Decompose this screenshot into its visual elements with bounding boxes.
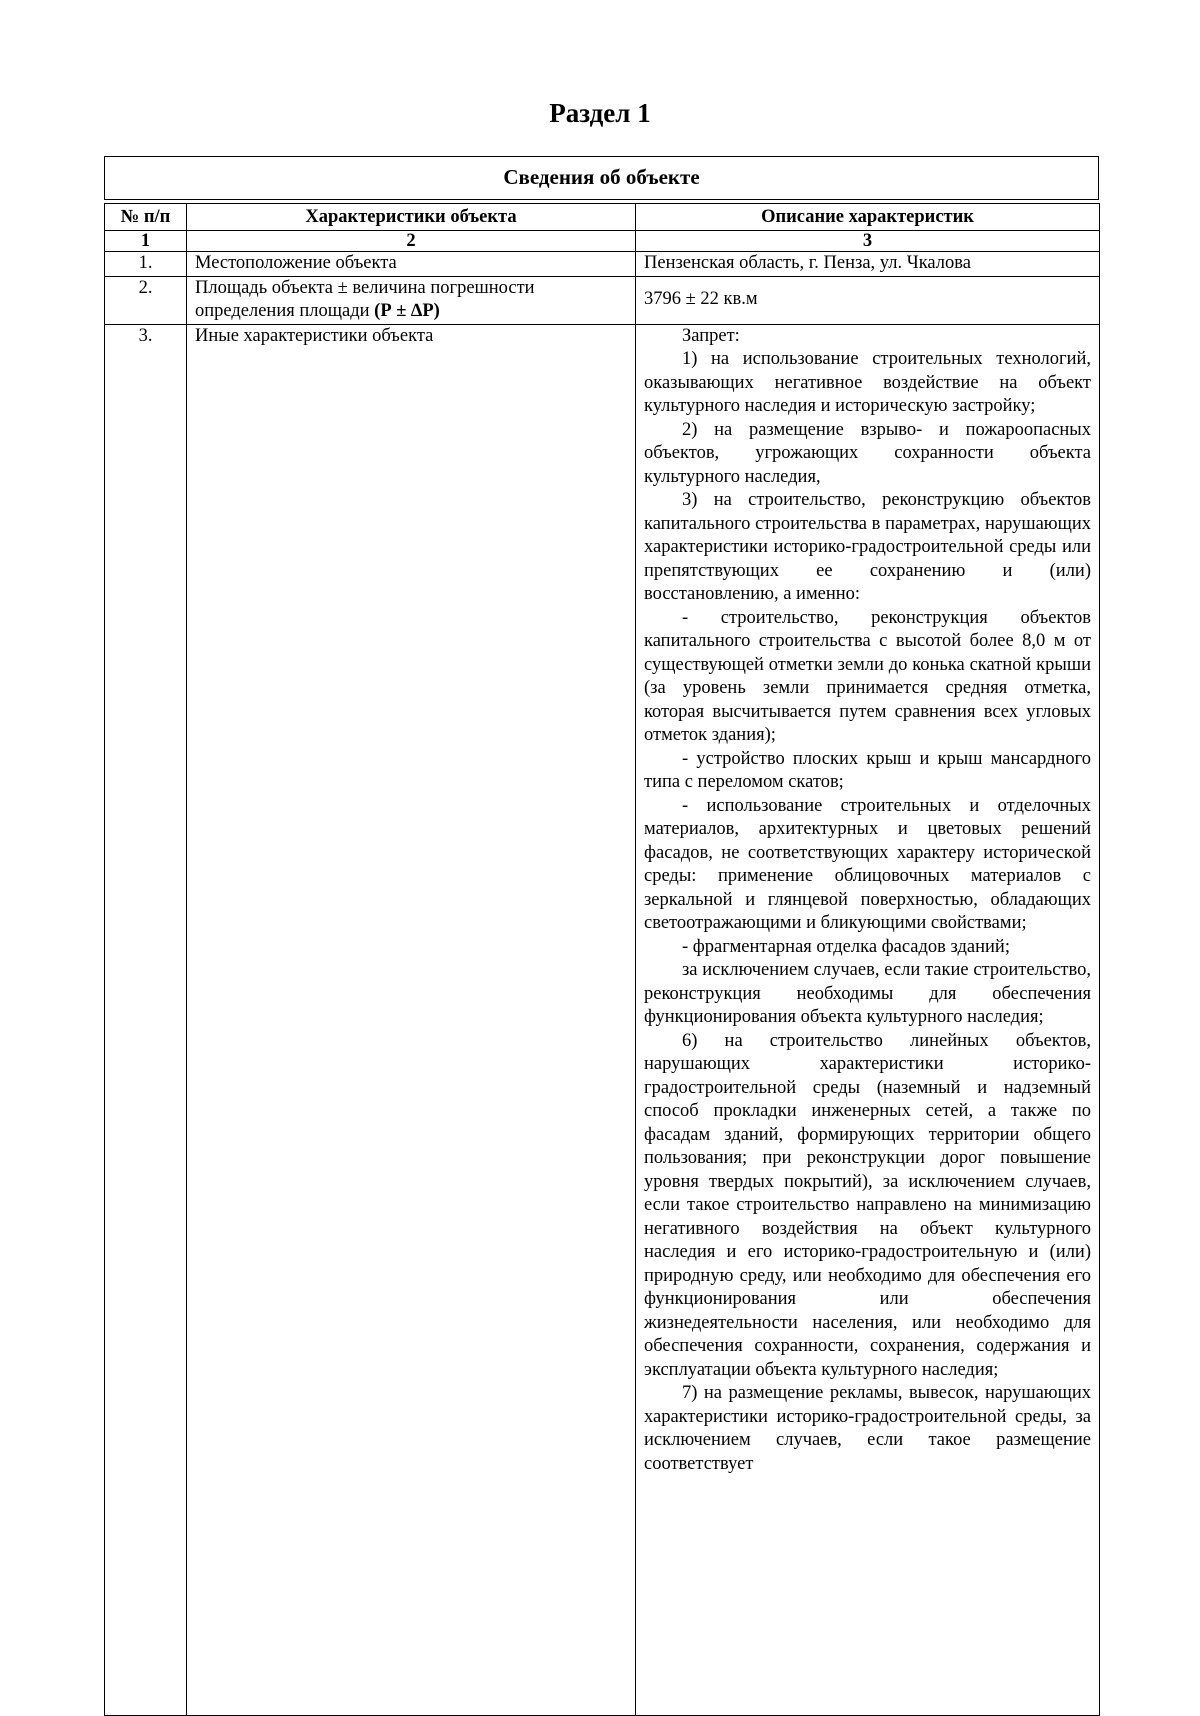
column-header-number: № п/п xyxy=(105,204,187,231)
description-paragraph: за исключением случаев, если такие строительство, реконструкция необходимы для обеспечения функционирования объекта культурного наследия; xyxy=(644,960,1091,1027)
row-characteristic-text: Площадь объекта ± величина погрешности определения площади xyxy=(195,277,535,321)
column-number-row xyxy=(105,231,1100,252)
description-paragraph: Запрет: xyxy=(682,325,740,346)
row-number: 1. xyxy=(105,252,187,277)
description-paragraph: 3) на строительство, реконструкцию объектов капитального строительства в параметрах, нарушающих характеристики историко-градостроительной среды или препятствующих ее сохранению и (или) восстановлению, а именно: xyxy=(644,490,1091,604)
description-paragraph: - устройство плоских крыш и крыш мансардного типа с переломом скатов; xyxy=(644,748,1091,792)
description-paragraph: 7) на размещение рекламы, вывесок, нарушающих характеристики историко-градостроительной среды, за исключением случаев, если такое размещение соответствует xyxy=(644,1383,1091,1474)
row-description xyxy=(636,324,1100,1715)
row-characteristic: Иные характеристики объекта xyxy=(187,324,636,1715)
description-paragraph: 1) на использование строительных технологий, оказывающих негативное воздействие на объект культурного наследия и историческую застройку; xyxy=(644,349,1091,416)
row-value: 3796 ± 22 кв.м xyxy=(636,276,1100,324)
column-header-description: Описание характеристик xyxy=(636,204,1100,231)
table-header-row xyxy=(105,204,1100,231)
description-paragraph: 6) на строительство линейных объектов, нарушающих характеристики историко-градостроительной среды (наземный и надземный способ прокладки инженерных сетей, а также по фасадам зданий, формирующих территории общего пользования; при реконструкции дорог повышение уровня твердых покрытий), за исключением случаев, если такое строительство направлено на минимизацию негативного воздействия на объект культурного наследия и его историко-градостроительную и (или) природную среду, или необходимо для обеспечения его функционирования или обеспечения жизнедеятельности населения, или необходимо для обеспечения сохранности, сохранения, содержания и эксплуатации объекта культурного наследия; xyxy=(644,1030,1091,1380)
column-number-1: 1 xyxy=(105,231,187,252)
table-title: Сведения об объекте xyxy=(104,156,1099,200)
row-characteristic: Местоположение объекта xyxy=(187,252,636,277)
row-characteristic xyxy=(187,276,636,324)
table-row xyxy=(105,276,1100,324)
row-value: Пензенская область, г. Пенза, ул. Чкалова xyxy=(636,252,1100,277)
row-number: 2. xyxy=(105,276,187,324)
description-paragraph: - строительство, реконструкция объектов капитального строительства с высотой более 8,0 м от существующей отметки земли до конька скатной крыши (за уровень земли принимается средняя отметка, которая высчитывается путем сравнения всех угловых отметок здания); xyxy=(644,607,1091,745)
column-header-characteristic: Характеристики объекта xyxy=(187,204,636,231)
description-paragraph: 2) на размещение взрыво- и пожароопасных объектов, угрожающих сохранности объекта культурного наследия, xyxy=(644,419,1091,487)
section-title: Раздел 1 xyxy=(549,98,651,128)
row-number: 3. xyxy=(105,324,187,1715)
description-paragraph: - использование строительных и отделочных материалов, архитектурных и цветовых решений фасадов, не соответствующих характеру исторической среды: применение облицовочных материалов с зеркальной и глянцевой поверхностью, обладающих светоотражающими и бликующими свойствами; xyxy=(644,795,1091,933)
row-characteristic-formula: (Р ± ∆Р) xyxy=(374,301,440,321)
column-number-2: 2 xyxy=(187,231,636,252)
column-number-3: 3 xyxy=(636,231,1100,252)
description-paragraph: - фрагментарная отделка фасадов зданий; xyxy=(682,936,1010,957)
object-info-table xyxy=(104,203,1100,1716)
table-row xyxy=(105,252,1100,277)
table-row xyxy=(105,324,1100,1715)
